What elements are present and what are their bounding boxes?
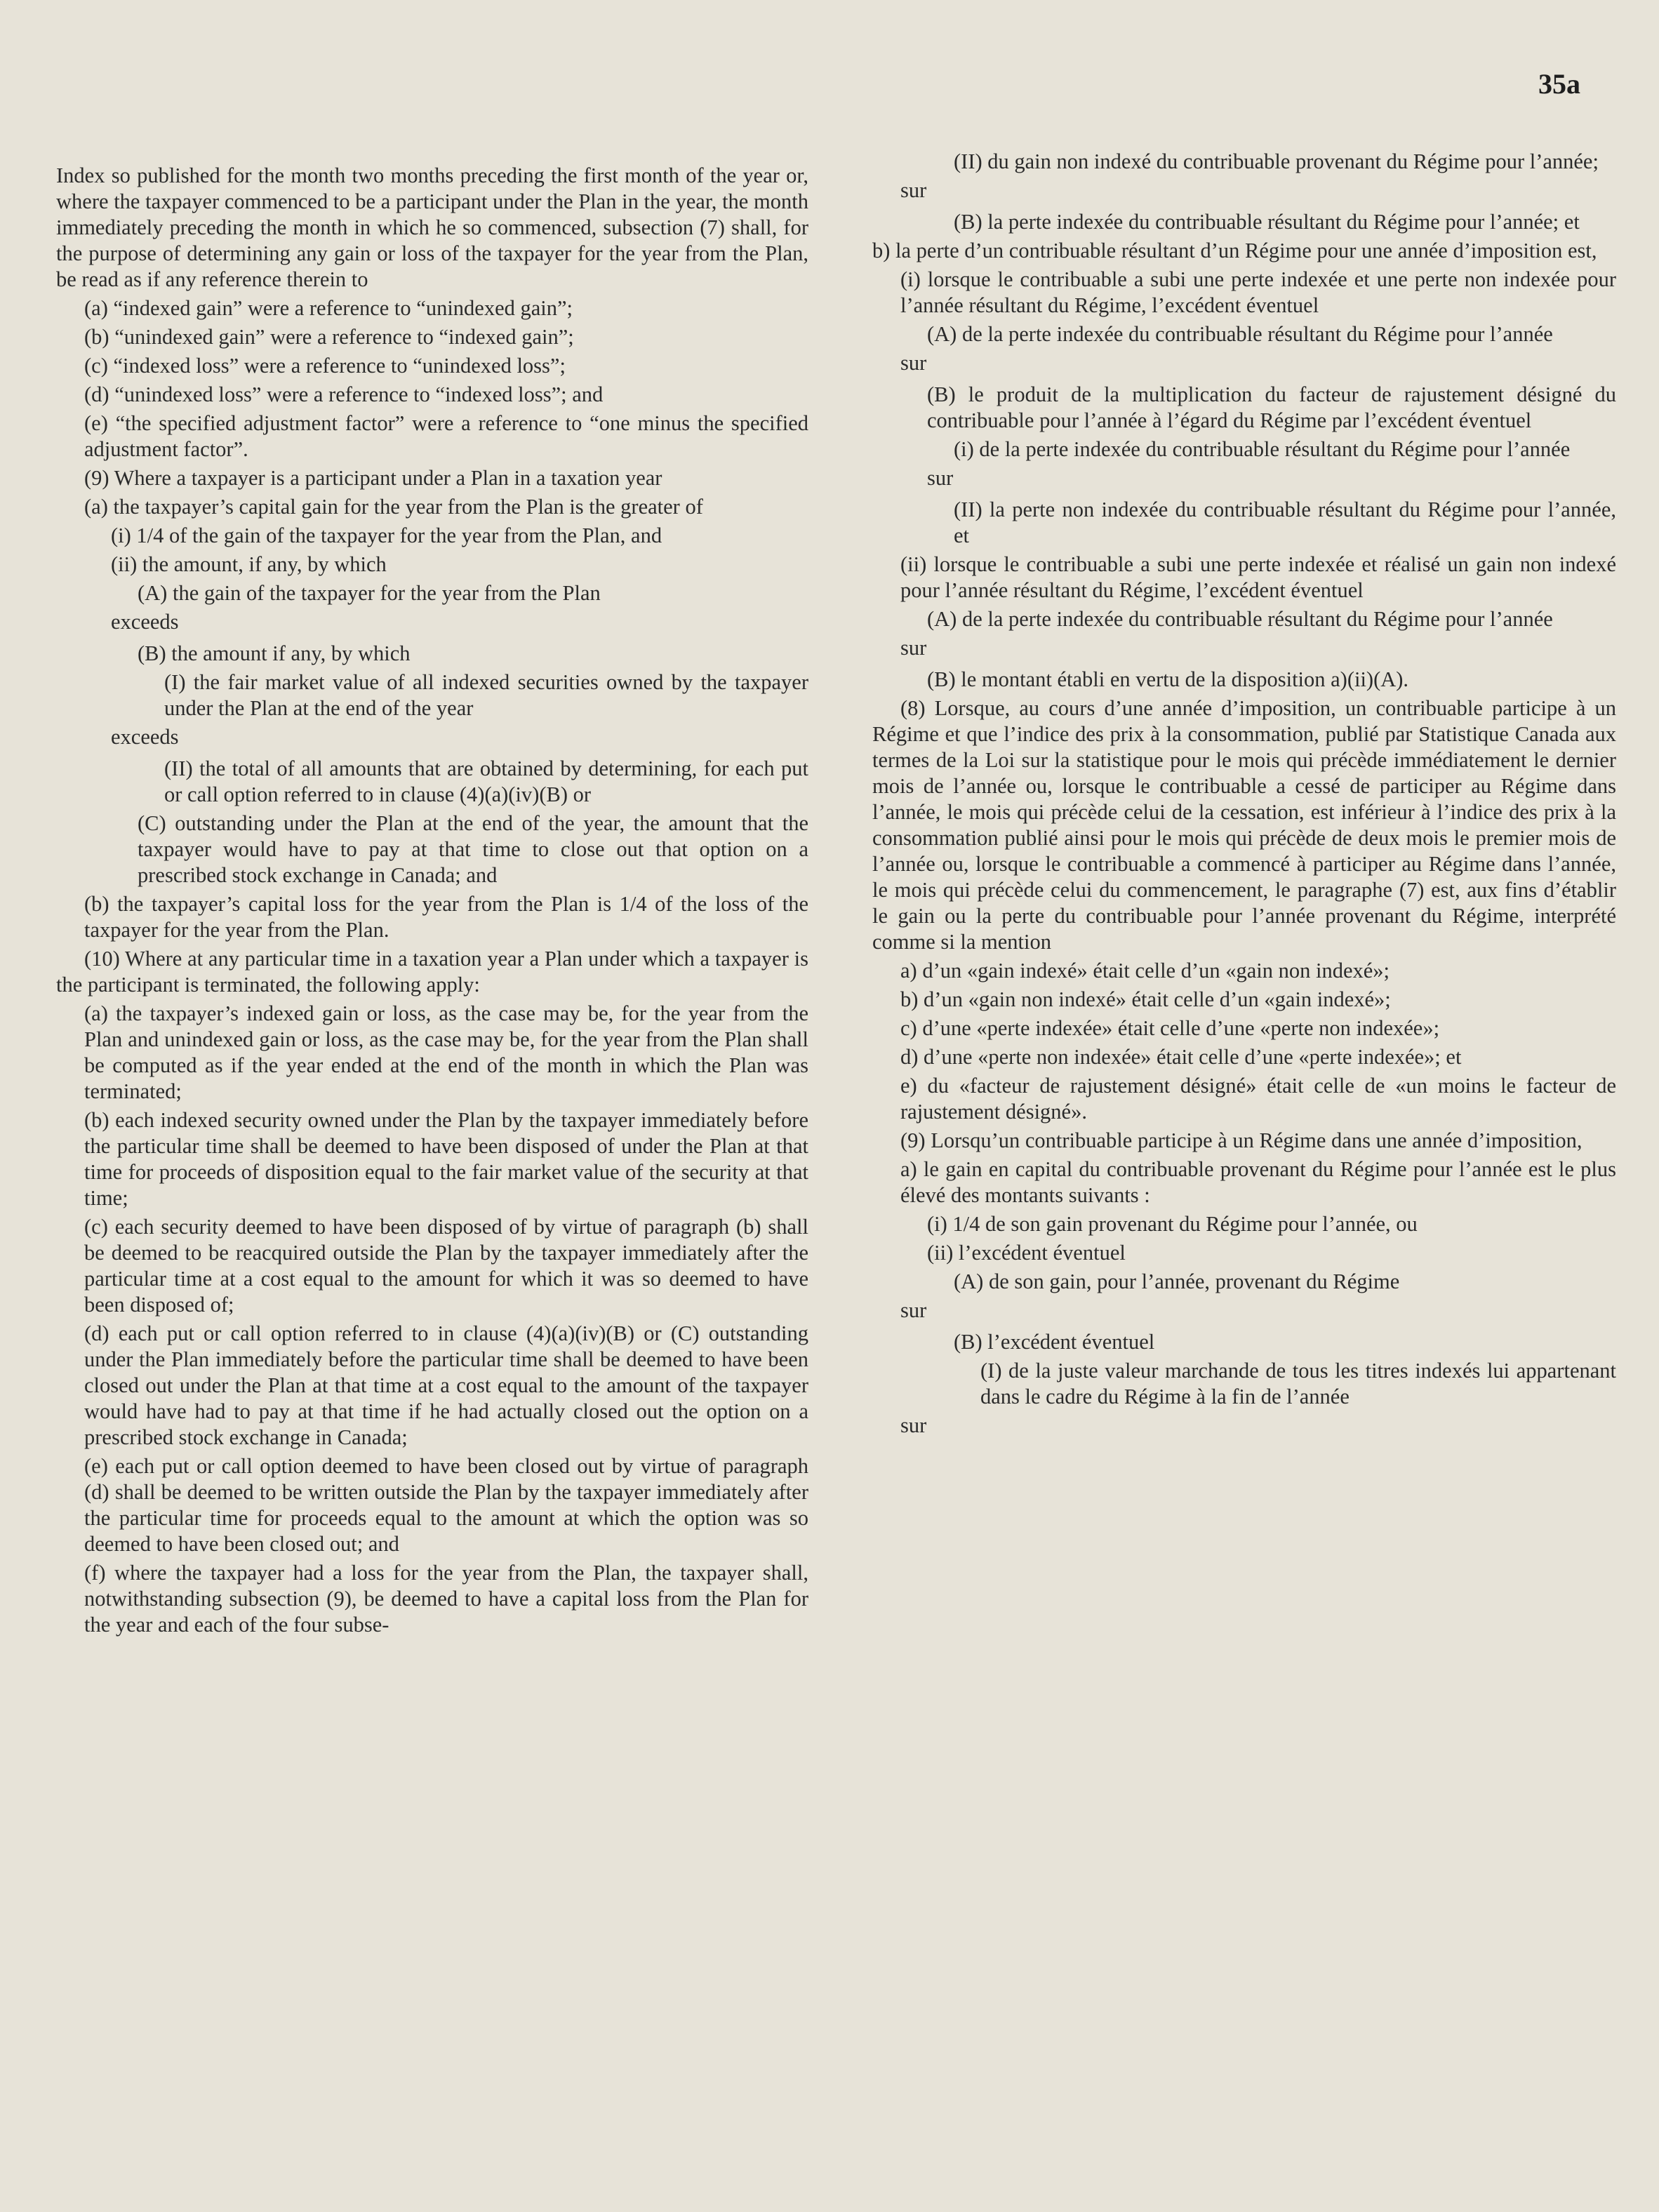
- french-paragraph: sur: [900, 178, 927, 202]
- french-paragraph: sur: [900, 636, 927, 660]
- french-paragraph: sur: [900, 1413, 927, 1437]
- english-paragraph: (10) Where at any particular time in a taxation year a Plan under which a taxpayer is the participant is terminated, the following apply:: [56, 947, 808, 997]
- french-paragraph: a) d’un «gain indexé» était celle d’un «gain non indexé»;: [900, 959, 1390, 982]
- english-paragraph: (e) each put or call option deemed to have been closed out by virtue of paragraph (d) shall be deemed to be written outside the Plan by the taxpayer immediately after the particular time for proceeds equal to the amount at which the option was so deemed to have been closed out; and: [84, 1454, 808, 1556]
- french-paragraph: (i) lorsque le contribuable a subi une perte indexée et une perte non indexée pour l’année résultant du Régime, l’excédent éventuel: [900, 267, 1616, 317]
- english-paragraph: (i) 1/4 of the gain of the taxpayer for the year from the Plan, and: [111, 524, 662, 547]
- french-paragraph: e) du «facteur de rajustement désigné» était celle de «un moins le facteur de rajustement désigné».: [900, 1074, 1616, 1124]
- english-paragraph: (ii) the amount, if any, by which: [111, 552, 387, 576]
- english-paragraph: (B) the amount if any, by which: [138, 641, 411, 665]
- left-column-english: [56, 163, 808, 1641]
- french-paragraph: (I) de la juste valeur marchande de tous les titres indexés lui appartenant dans le cadre du Régime à la fin de l’année: [980, 1359, 1616, 1408]
- french-paragraph: (B) l’excédent éventuel: [954, 1330, 1155, 1354]
- french-paragraph: sur: [927, 466, 954, 490]
- french-paragraph: (ii) lorsque le contribuable a subi une perte indexée et réalisé un gain non indexé pour l’année résultant du Régime, l’excédent éventuel: [900, 552, 1616, 602]
- right-column-french: [872, 149, 1616, 1444]
- english-paragraph: (c) each security deemed to have been disposed of by virtue of paragraph (b) shall be deemed to be reacquired outside the Plan by the taxpayer immediately after the particular time at a cost equal to the amount for which it was so deemed to have been disposed of;: [84, 1215, 808, 1317]
- french-paragraph: (i) 1/4 de son gain provenant du Régime pour l’année, ou: [927, 1212, 1418, 1236]
- english-paragraph: (b) “unindexed gain” were a reference to “indexed gain”;: [84, 325, 574, 349]
- french-paragraph: sur: [900, 1298, 927, 1322]
- french-paragraph: (A) de son gain, pour l’année, provenant du Régime: [954, 1270, 1400, 1293]
- french-paragraph: (A) de la perte indexée du contribuable résultant du Régime pour l’année: [927, 607, 1553, 631]
- english-paragraph: (a) “indexed gain” were a reference to “unindexed gain”;: [84, 296, 573, 320]
- french-paragraph: (B) la perte indexée du contribuable résultant du Régime pour l’année; et: [954, 210, 1580, 234]
- english-paragraph: (b) the taxpayer’s capital loss for the year from the Plan is 1/4 of the loss of the taxpayer for the year from the Plan.: [84, 892, 808, 942]
- french-paragraph: (B) le produit de la multiplication du facteur de rajustement désigné du contribuable pour l’année à l’égard du Régime par l’excédent éventuel: [927, 382, 1616, 432]
- french-paragraph: a) le gain en capital du contribuable provenant du Régime pour l’année est le plus élevé des montants suivants :: [900, 1157, 1616, 1207]
- french-paragraph: (A) de la perte indexée du contribuable résultant du Régime pour l’année: [927, 322, 1553, 346]
- french-paragraph: (ii) l’excédent éventuel: [927, 1241, 1126, 1265]
- page-number: 35a: [1538, 68, 1580, 100]
- english-paragraph: Index so published for the month two months preceding the first month of the year or, where the taxpayer commenced to be a participant under the Plan in the year, the month immediately preceding the month in which he so commenced, subsection (7) shall, for the purpose of determining any gain or loss of the taxpayer for the year from the Plan, be read as if any reference therein to: [56, 164, 808, 291]
- english-paragraph: exceeds: [111, 610, 179, 634]
- english-paragraph: (d) each put or call option referred to in clause (4)(a)(iv)(B) or (C) outstanding under the Plan immediately before the particular time shall be deemed to have been closed out under the Plan at that time at a cost equal to the amount of the taxpayer would have had to pay at that time if he had actually closed out the option on a prescribed stock exchange in Canada;: [84, 1321, 808, 1449]
- english-paragraph: (c) “indexed loss” were a reference to “unindexed loss”;: [84, 354, 566, 378]
- french-paragraph: (II) la perte non indexée du contribuable résultant du Régime pour l’année, et: [954, 498, 1616, 547]
- english-paragraph: (d) “unindexed loss” were a reference to “indexed loss”; and: [84, 382, 604, 406]
- english-paragraph: (a) the taxpayer’s capital gain for the year from the Plan is the greater of: [84, 495, 703, 519]
- english-paragraph: (I) the fair market value of all indexed securities owned by the taxpayer under the Plan at the end of the year: [164, 670, 808, 720]
- french-paragraph: d) d’une «perte non indexée» était celle d’une «perte indexée»; et: [900, 1045, 1462, 1069]
- french-paragraph: (B) le montant établi en vertu de la disposition a)(ii)(A).: [927, 667, 1409, 691]
- english-paragraph: exceeds: [111, 725, 179, 749]
- french-paragraph: sur: [900, 351, 927, 375]
- english-paragraph: (9) Where a taxpayer is a participant under a Plan in a taxation year: [84, 466, 662, 490]
- english-paragraph: (b) each indexed security owned under the Plan by the taxpayer immediately before the particular time shall be deemed to have been disposed of under the Plan at that time for proceeds of disposition equal to the fair market value of the security at that time;: [84, 1108, 808, 1210]
- french-paragraph: (II) du gain non indexé du contribuable provenant du Régime pour l’année;: [954, 149, 1599, 173]
- english-paragraph: (a) the taxpayer’s indexed gain or loss, as the case may be, for the year from the Plan and unindexed gain or loss, as the case may be, for the year from the Plan shall be computed as if the year ended at the end of the month in which the Plan was terminated;: [84, 1001, 808, 1103]
- english-paragraph: (f) where the taxpayer had a loss for the year from the Plan, the taxpayer shall, notwithstanding subsection (9), be deemed to have a capital loss from the Plan for the year and each of the four subse-: [84, 1561, 808, 1637]
- english-paragraph: (C) outstanding under the Plan at the end of the year, the amount that the taxpayer would have to pay at that time to close out that option on a prescribed stock exchange in Canada; and: [138, 811, 808, 887]
- french-paragraph: (9) Lorsqu’un contribuable participe à un Régime dans une année d’imposition,: [900, 1128, 1583, 1152]
- french-paragraph: c) d’une «perte indexée» était celle d’une «perte non indexée»;: [900, 1016, 1440, 1040]
- french-paragraph: (i) de la perte indexée du contribuable résultant du Régime pour l’année: [954, 437, 1571, 461]
- french-paragraph: (8) Lorsque, au cours d’une année d’imposition, un contribuable participe à un Régime et que l’indice des prix à la consommation, publié par Statistique Canada aux termes de la Loi sur la statistique pour le mois qui précède immédiatement le dernier mois de l’année ou, lorsque le contribuable a cessé de participer au Régime dans l’année, le mois qui précède celui de la cessation, est inférieur à l’indice des prix à la consommation publié ainsi pour le mois qui précède de deux mois le premier mois de l’année ou, lorsque le contribuable a commencé à participer au Régime dans l’année, le mois qui précède celui du commencement, le paragraphe (7) est, aux fins d’établir le gain ou la perte du contribuable pour l’année provenant du Régime, interprété comme si la mention: [872, 696, 1616, 954]
- english-paragraph: (II) the total of all amounts that are obtained by determining, for each put or call option referred to in clause (4)(a)(iv)(B) or: [164, 757, 808, 806]
- english-paragraph: (A) the gain of the taxpayer for the year from the Plan: [138, 581, 601, 605]
- english-paragraph: (e) “the specified adjustment factor” were a reference to “one minus the specified adjustment factor”.: [84, 411, 808, 461]
- french-paragraph: b) d’un «gain non indexé» était celle d’un «gain indexé»;: [900, 987, 1391, 1011]
- french-paragraph: b) la perte d’un contribuable résultant d’un Régime pour une année d’imposition est,: [872, 239, 1597, 262]
